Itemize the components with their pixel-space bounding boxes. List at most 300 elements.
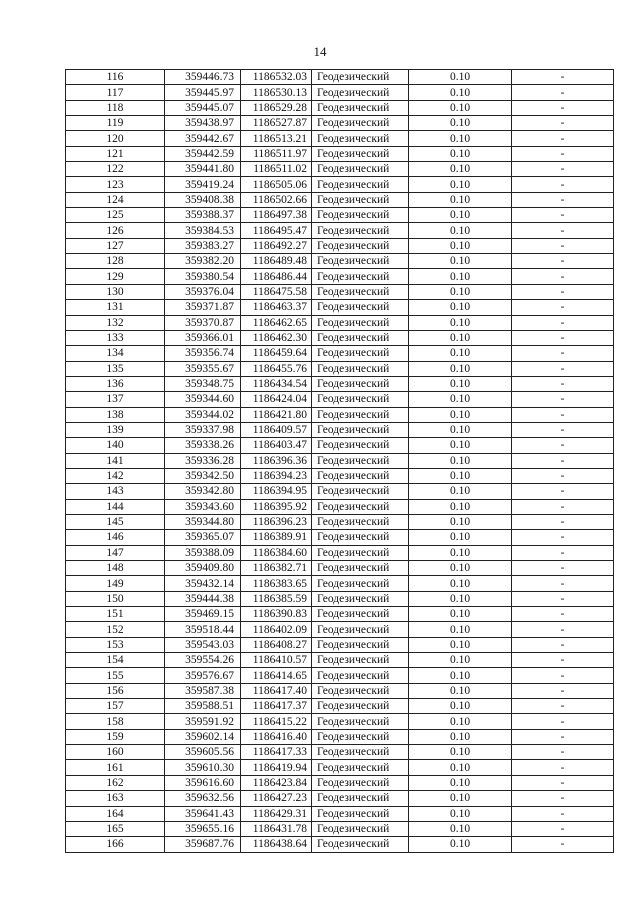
x-coordinate-cell: 359366.01 <box>165 330 241 345</box>
note-cell: - <box>512 315 614 330</box>
table-row <box>66 162 614 177</box>
method-cell: Геодезический <box>312 760 409 775</box>
x-coordinate-cell: 359383.27 <box>165 238 241 253</box>
accuracy-cell: 0.10 <box>409 714 512 729</box>
x-coordinate-cell: 359610.30 <box>165 760 241 775</box>
table-row <box>66 453 614 468</box>
y-coordinate-cell: 1186438.64 <box>241 837 312 852</box>
method-cell: Геодезический <box>312 683 409 698</box>
point-number-cell: 131 <box>66 300 165 315</box>
note-cell: - <box>512 254 614 269</box>
table-row <box>66 116 614 131</box>
method-cell: Геодезический <box>312 376 409 391</box>
accuracy-cell: 0.10 <box>409 607 512 622</box>
x-coordinate-cell: 359442.59 <box>165 146 241 161</box>
method-cell: Геодезический <box>312 453 409 468</box>
coordinates-table <box>65 69 614 853</box>
table-row <box>66 330 614 345</box>
accuracy-cell: 0.10 <box>409 238 512 253</box>
table-row <box>66 468 614 483</box>
table-row <box>66 484 614 499</box>
note-cell: - <box>512 100 614 115</box>
note-cell: - <box>512 85 614 100</box>
point-number-cell: 149 <box>66 576 165 591</box>
method-cell: Геодезический <box>312 607 409 622</box>
method-cell: Геодезический <box>312 422 409 437</box>
table-row <box>66 668 614 683</box>
x-coordinate-cell: 359446.73 <box>165 70 241 85</box>
x-coordinate-cell: 359336.28 <box>165 453 241 468</box>
note-cell: - <box>512 131 614 146</box>
note-cell: - <box>512 284 614 299</box>
x-coordinate-cell: 359355.67 <box>165 361 241 376</box>
accuracy-cell: 0.10 <box>409 683 512 698</box>
point-number-cell: 156 <box>66 683 165 698</box>
note-cell: - <box>512 499 614 514</box>
table-row <box>66 422 614 437</box>
accuracy-cell: 0.10 <box>409 392 512 407</box>
note-cell: - <box>512 683 614 698</box>
x-coordinate-cell: 359438.97 <box>165 116 241 131</box>
point-number-cell: 152 <box>66 622 165 637</box>
table-row <box>66 499 614 514</box>
point-number-cell: 142 <box>66 468 165 483</box>
accuracy-cell: 0.10 <box>409 760 512 775</box>
y-coordinate-cell: 1186431.78 <box>241 821 312 836</box>
y-coordinate-cell: 1186497.38 <box>241 208 312 223</box>
y-coordinate-cell: 1186434.54 <box>241 376 312 391</box>
accuracy-cell: 0.10 <box>409 269 512 284</box>
point-number-cell: 140 <box>66 438 165 453</box>
note-cell: - <box>512 821 614 836</box>
table-row <box>66 361 614 376</box>
point-number-cell: 130 <box>66 284 165 299</box>
x-coordinate-cell: 359445.97 <box>165 85 241 100</box>
point-number-cell: 116 <box>66 70 165 85</box>
y-coordinate-cell: 1186382.71 <box>241 561 312 576</box>
accuracy-cell: 0.10 <box>409 484 512 499</box>
point-number-cell: 159 <box>66 729 165 744</box>
table-row <box>66 376 614 391</box>
point-number-cell: 158 <box>66 714 165 729</box>
point-number-cell: 139 <box>66 422 165 437</box>
x-coordinate-cell: 359687.76 <box>165 837 241 852</box>
accuracy-cell: 0.10 <box>409 653 512 668</box>
method-cell: Геодезический <box>312 254 409 269</box>
point-number-cell: 162 <box>66 775 165 790</box>
method-cell: Геодезический <box>312 438 409 453</box>
y-coordinate-cell: 1186394.23 <box>241 468 312 483</box>
method-cell: Геодезический <box>312 729 409 744</box>
point-number-cell: 125 <box>66 208 165 223</box>
accuracy-cell: 0.10 <box>409 637 512 652</box>
method-cell: Геодезический <box>312 131 409 146</box>
method-cell: Геодезический <box>312 837 409 852</box>
note-cell: - <box>512 561 614 576</box>
x-coordinate-cell: 359356.74 <box>165 346 241 361</box>
accuracy-cell: 0.10 <box>409 545 512 560</box>
y-coordinate-cell: 1186502.66 <box>241 192 312 207</box>
x-coordinate-cell: 359343.60 <box>165 499 241 514</box>
y-coordinate-cell: 1186394.95 <box>241 484 312 499</box>
note-cell: - <box>512 300 614 315</box>
y-coordinate-cell: 1186513.21 <box>241 131 312 146</box>
y-coordinate-cell: 1186408.27 <box>241 637 312 652</box>
x-coordinate-cell: 359370.87 <box>165 315 241 330</box>
y-coordinate-cell: 1186427.23 <box>241 791 312 806</box>
method-cell: Геодезический <box>312 514 409 529</box>
point-number-cell: 117 <box>66 85 165 100</box>
y-coordinate-cell: 1186385.59 <box>241 591 312 606</box>
table-row <box>66 791 614 806</box>
x-coordinate-cell: 359444.38 <box>165 591 241 606</box>
method-cell: Геодезический <box>312 361 409 376</box>
y-coordinate-cell: 1186532.03 <box>241 70 312 85</box>
accuracy-cell: 0.10 <box>409 300 512 315</box>
accuracy-cell: 0.10 <box>409 837 512 852</box>
x-coordinate-cell: 359388.37 <box>165 208 241 223</box>
note-cell: - <box>512 438 614 453</box>
point-number-cell: 144 <box>66 499 165 514</box>
x-coordinate-cell: 359605.56 <box>165 745 241 760</box>
point-number-cell: 163 <box>66 791 165 806</box>
table-row <box>66 346 614 361</box>
point-number-cell: 137 <box>66 392 165 407</box>
method-cell: Геодезический <box>312 576 409 591</box>
method-cell: Геодезический <box>312 530 409 545</box>
method-cell: Геодезический <box>312 85 409 100</box>
x-coordinate-cell: 359588.51 <box>165 699 241 714</box>
accuracy-cell: 0.10 <box>409 561 512 576</box>
note-cell: - <box>512 530 614 545</box>
x-coordinate-cell: 359382.20 <box>165 254 241 269</box>
x-coordinate-cell: 359432.14 <box>165 576 241 591</box>
y-coordinate-cell: 1186409.57 <box>241 422 312 437</box>
table-row <box>66 192 614 207</box>
table-row <box>66 683 614 698</box>
table-row <box>66 208 614 223</box>
accuracy-cell: 0.10 <box>409 116 512 131</box>
point-number-cell: 123 <box>66 177 165 192</box>
point-number-cell: 157 <box>66 699 165 714</box>
note-cell: - <box>512 576 614 591</box>
accuracy-cell: 0.10 <box>409 729 512 744</box>
point-number-cell: 154 <box>66 653 165 668</box>
accuracy-cell: 0.10 <box>409 208 512 223</box>
note-cell: - <box>512 745 614 760</box>
y-coordinate-cell: 1186414.65 <box>241 668 312 683</box>
accuracy-cell: 0.10 <box>409 407 512 422</box>
note-cell: - <box>512 775 614 790</box>
accuracy-cell: 0.10 <box>409 791 512 806</box>
accuracy-cell: 0.10 <box>409 821 512 836</box>
accuracy-cell: 0.10 <box>409 254 512 269</box>
note-cell: - <box>512 729 614 744</box>
accuracy-cell: 0.10 <box>409 499 512 514</box>
point-number-cell: 150 <box>66 591 165 606</box>
note-cell: - <box>512 146 614 161</box>
y-coordinate-cell: 1186529.28 <box>241 100 312 115</box>
accuracy-cell: 0.10 <box>409 361 512 376</box>
table-row <box>66 223 614 238</box>
y-coordinate-cell: 1186417.37 <box>241 699 312 714</box>
method-cell: Геодезический <box>312 637 409 652</box>
point-number-cell: 151 <box>66 607 165 622</box>
y-coordinate-cell: 1186423.84 <box>241 775 312 790</box>
page-number: 14 <box>313 44 327 59</box>
point-number-cell: 165 <box>66 821 165 836</box>
note-cell: - <box>512 192 614 207</box>
x-coordinate-cell: 359337.98 <box>165 422 241 437</box>
note-cell: - <box>512 760 614 775</box>
method-cell: Геодезический <box>312 622 409 637</box>
x-coordinate-cell: 359344.60 <box>165 392 241 407</box>
note-cell: - <box>512 806 614 821</box>
x-coordinate-cell: 359591.92 <box>165 714 241 729</box>
x-coordinate-cell: 359342.50 <box>165 468 241 483</box>
accuracy-cell: 0.10 <box>409 346 512 361</box>
note-cell: - <box>512 392 614 407</box>
accuracy-cell: 0.10 <box>409 162 512 177</box>
note-cell: - <box>512 208 614 223</box>
x-coordinate-cell: 359543.03 <box>165 637 241 652</box>
x-coordinate-cell: 359384.53 <box>165 223 241 238</box>
x-coordinate-cell: 359469.15 <box>165 607 241 622</box>
note-cell: - <box>512 162 614 177</box>
x-coordinate-cell: 359655.16 <box>165 821 241 836</box>
x-coordinate-cell: 359632.56 <box>165 791 241 806</box>
x-coordinate-cell: 359376.04 <box>165 284 241 299</box>
y-coordinate-cell: 1186384.60 <box>241 545 312 560</box>
table-row <box>66 714 614 729</box>
table-row <box>66 653 614 668</box>
method-cell: Геодезический <box>312 100 409 115</box>
table-row <box>66 392 614 407</box>
point-number-cell: 135 <box>66 361 165 376</box>
table-row <box>66 760 614 775</box>
x-coordinate-cell: 359554.26 <box>165 653 241 668</box>
method-cell: Геодезический <box>312 315 409 330</box>
method-cell: Геодезический <box>312 745 409 760</box>
table-row <box>66 622 614 637</box>
table-row <box>66 70 614 85</box>
note-cell: - <box>512 622 614 637</box>
y-coordinate-cell: 1186410.57 <box>241 653 312 668</box>
note-cell: - <box>512 668 614 683</box>
point-number-cell: 134 <box>66 346 165 361</box>
accuracy-cell: 0.10 <box>409 131 512 146</box>
note-cell: - <box>512 330 614 345</box>
table-row <box>66 238 614 253</box>
table-row <box>66 745 614 760</box>
table-row <box>66 576 614 591</box>
x-coordinate-cell: 359365.07 <box>165 530 241 545</box>
note-cell: - <box>512 545 614 560</box>
point-number-cell: 118 <box>66 100 165 115</box>
accuracy-cell: 0.10 <box>409 192 512 207</box>
point-number-cell: 141 <box>66 453 165 468</box>
note-cell: - <box>512 238 614 253</box>
note-cell: - <box>512 837 614 852</box>
y-coordinate-cell: 1186492.27 <box>241 238 312 253</box>
y-coordinate-cell: 1186389.91 <box>241 530 312 545</box>
x-coordinate-cell: 359616.60 <box>165 775 241 790</box>
method-cell: Геодезический <box>312 223 409 238</box>
y-coordinate-cell: 1186419.94 <box>241 760 312 775</box>
note-cell: - <box>512 269 614 284</box>
table-row <box>66 407 614 422</box>
method-cell: Геодезический <box>312 407 409 422</box>
x-coordinate-cell: 359442.67 <box>165 131 241 146</box>
note-cell: - <box>512 714 614 729</box>
x-coordinate-cell: 359445.07 <box>165 100 241 115</box>
accuracy-cell: 0.10 <box>409 177 512 192</box>
y-coordinate-cell: 1186511.02 <box>241 162 312 177</box>
note-cell: - <box>512 346 614 361</box>
point-number-cell: 120 <box>66 131 165 146</box>
x-coordinate-cell: 359419.24 <box>165 177 241 192</box>
x-coordinate-cell: 359348.75 <box>165 376 241 391</box>
x-coordinate-cell: 359388.09 <box>165 545 241 560</box>
method-cell: Геодезический <box>312 714 409 729</box>
note-cell: - <box>512 791 614 806</box>
point-number-cell: 126 <box>66 223 165 238</box>
method-cell: Геодезический <box>312 284 409 299</box>
accuracy-cell: 0.10 <box>409 668 512 683</box>
accuracy-cell: 0.10 <box>409 422 512 437</box>
y-coordinate-cell: 1186417.33 <box>241 745 312 760</box>
table-row <box>66 300 614 315</box>
y-coordinate-cell: 1186530.13 <box>241 85 312 100</box>
accuracy-cell: 0.10 <box>409 146 512 161</box>
table-row <box>66 821 614 836</box>
note-cell: - <box>512 70 614 85</box>
note-cell: - <box>512 637 614 652</box>
y-coordinate-cell: 1186395.92 <box>241 499 312 514</box>
y-coordinate-cell: 1186463.37 <box>241 300 312 315</box>
x-coordinate-cell: 359342.80 <box>165 484 241 499</box>
y-coordinate-cell: 1186396.23 <box>241 514 312 529</box>
point-number-cell: 121 <box>66 146 165 161</box>
y-coordinate-cell: 1186495.47 <box>241 223 312 238</box>
table-row <box>66 284 614 299</box>
method-cell: Геодезический <box>312 238 409 253</box>
table-row <box>66 837 614 852</box>
method-cell: Геодезический <box>312 668 409 683</box>
accuracy-cell: 0.10 <box>409 468 512 483</box>
note-cell: - <box>512 484 614 499</box>
accuracy-cell: 0.10 <box>409 699 512 714</box>
note-cell: - <box>512 653 614 668</box>
point-number-cell: 129 <box>66 269 165 284</box>
accuracy-cell: 0.10 <box>409 530 512 545</box>
method-cell: Геодезический <box>312 346 409 361</box>
accuracy-cell: 0.10 <box>409 591 512 606</box>
method-cell: Геодезический <box>312 300 409 315</box>
method-cell: Геодезический <box>312 468 409 483</box>
y-coordinate-cell: 1186429.31 <box>241 806 312 821</box>
accuracy-cell: 0.10 <box>409 100 512 115</box>
y-coordinate-cell: 1186486.44 <box>241 269 312 284</box>
point-number-cell: 160 <box>66 745 165 760</box>
accuracy-cell: 0.10 <box>409 622 512 637</box>
point-number-cell: 122 <box>66 162 165 177</box>
accuracy-cell: 0.10 <box>409 576 512 591</box>
note-cell: - <box>512 699 614 714</box>
point-number-cell: 128 <box>66 254 165 269</box>
x-coordinate-cell: 359344.80 <box>165 514 241 529</box>
method-cell: Геодезический <box>312 545 409 560</box>
method-cell: Геодезический <box>312 208 409 223</box>
accuracy-cell: 0.10 <box>409 438 512 453</box>
note-cell: - <box>512 361 614 376</box>
accuracy-cell: 0.10 <box>409 376 512 391</box>
point-number-cell: 161 <box>66 760 165 775</box>
y-coordinate-cell: 1186421.80 <box>241 407 312 422</box>
table-row <box>66 315 614 330</box>
note-cell: - <box>512 422 614 437</box>
table-row <box>66 545 614 560</box>
point-number-cell: 119 <box>66 116 165 131</box>
method-cell: Геодезический <box>312 653 409 668</box>
point-number-cell: 127 <box>66 238 165 253</box>
table-row <box>66 729 614 744</box>
x-coordinate-cell: 359641.43 <box>165 806 241 821</box>
note-cell: - <box>512 468 614 483</box>
y-coordinate-cell: 1186403.47 <box>241 438 312 453</box>
table-row <box>66 699 614 714</box>
method-cell: Геодезический <box>312 806 409 821</box>
table-row <box>66 131 614 146</box>
point-number-cell: 153 <box>66 637 165 652</box>
y-coordinate-cell: 1186462.65 <box>241 315 312 330</box>
y-coordinate-cell: 1186396.36 <box>241 453 312 468</box>
method-cell: Геодезический <box>312 821 409 836</box>
table-row <box>66 591 614 606</box>
method-cell: Геодезический <box>312 561 409 576</box>
method-cell: Геодезический <box>312 330 409 345</box>
y-coordinate-cell: 1186390.83 <box>241 607 312 622</box>
x-coordinate-cell: 359408.38 <box>165 192 241 207</box>
accuracy-cell: 0.10 <box>409 85 512 100</box>
x-coordinate-cell: 359587.38 <box>165 683 241 698</box>
accuracy-cell: 0.10 <box>409 806 512 821</box>
point-number-cell: 132 <box>66 315 165 330</box>
y-coordinate-cell: 1186417.40 <box>241 683 312 698</box>
x-coordinate-cell: 359338.26 <box>165 438 241 453</box>
accuracy-cell: 0.10 <box>409 775 512 790</box>
y-coordinate-cell: 1186462.30 <box>241 330 312 345</box>
y-coordinate-cell: 1186459.64 <box>241 346 312 361</box>
table-row <box>66 806 614 821</box>
method-cell: Геодезический <box>312 699 409 714</box>
y-coordinate-cell: 1186415.22 <box>241 714 312 729</box>
x-coordinate-cell: 359518.44 <box>165 622 241 637</box>
method-cell: Геодезический <box>312 484 409 499</box>
point-number-cell: 147 <box>66 545 165 560</box>
point-number-cell: 148 <box>66 561 165 576</box>
point-number-cell: 143 <box>66 484 165 499</box>
point-number-cell: 124 <box>66 192 165 207</box>
method-cell: Геодезический <box>312 177 409 192</box>
table-row <box>66 637 614 652</box>
note-cell: - <box>512 607 614 622</box>
table-row <box>66 530 614 545</box>
y-coordinate-cell: 1186505.06 <box>241 177 312 192</box>
point-number-cell: 145 <box>66 514 165 529</box>
accuracy-cell: 0.10 <box>409 453 512 468</box>
y-coordinate-cell: 1186475.58 <box>241 284 312 299</box>
